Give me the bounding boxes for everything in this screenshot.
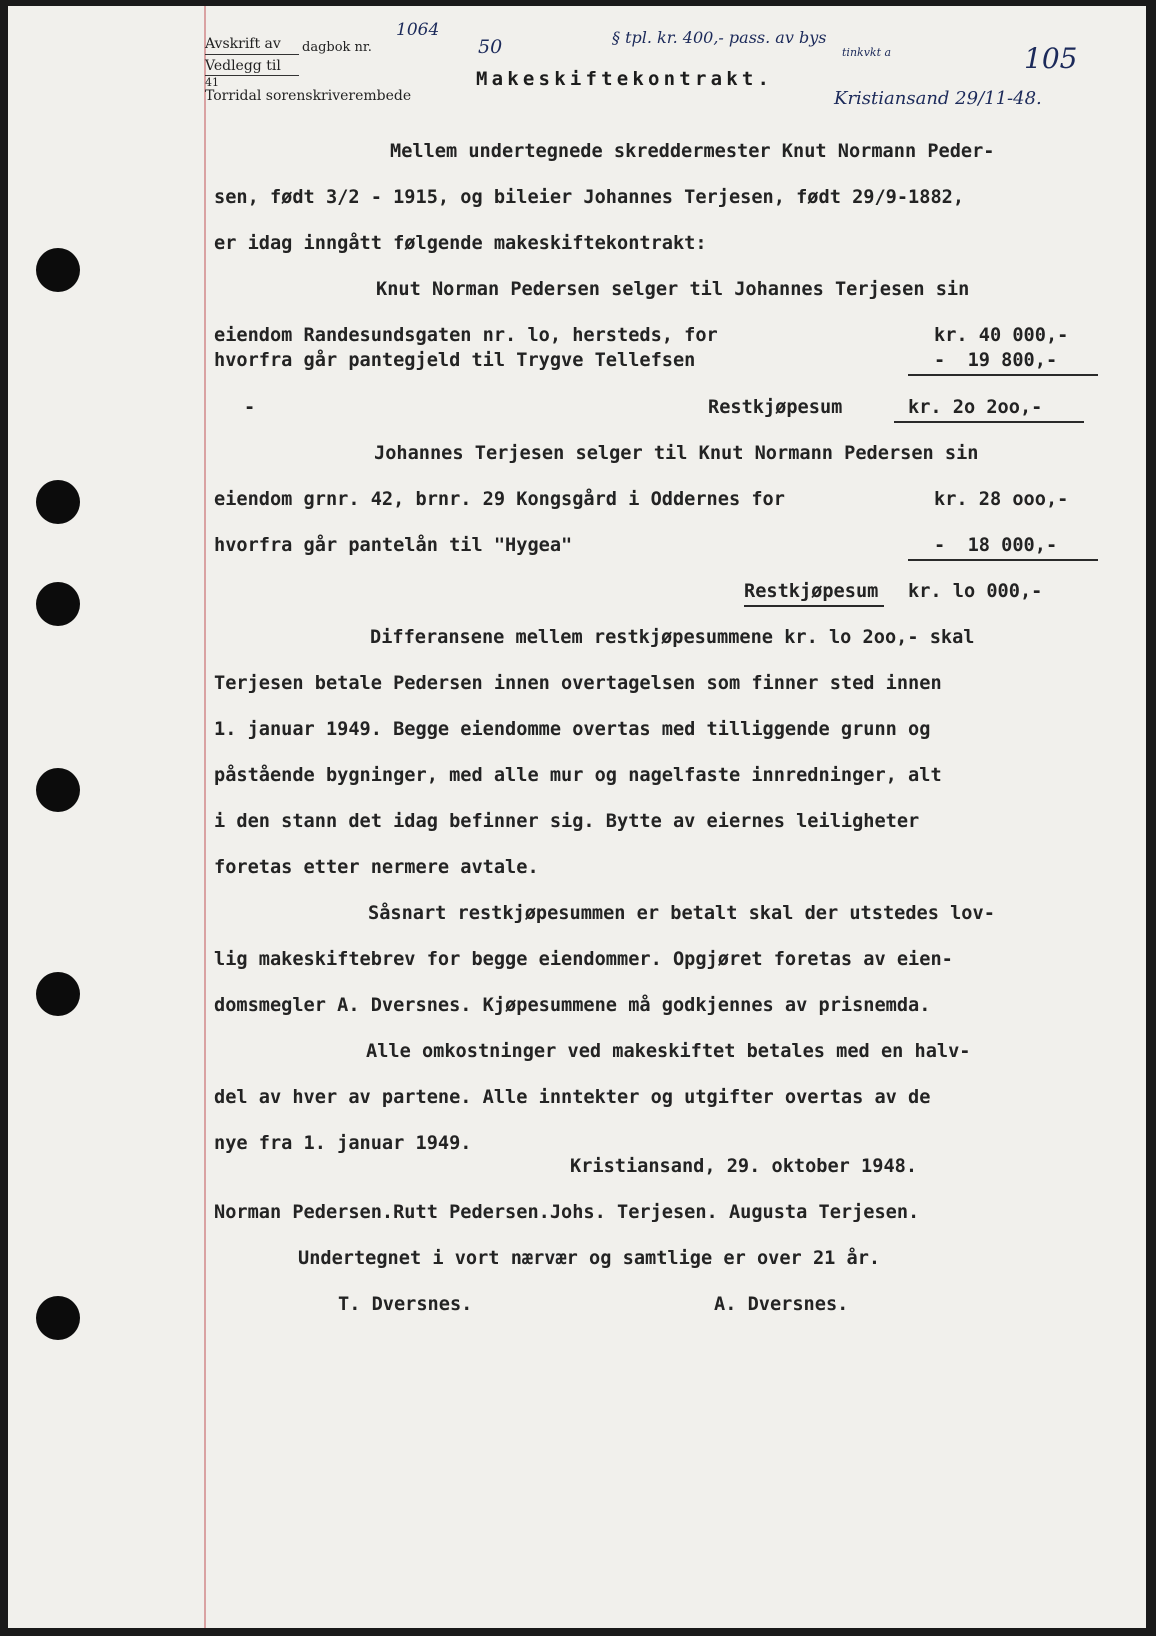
amount: kr. 28 ooo,- [934,489,1069,510]
dash-mark: - [244,397,256,418]
amount: - 18 000,- [934,535,1058,556]
rest-label: Restkjøpesum [744,581,879,602]
document-page [8,6,1146,1628]
punch-hole-icon [36,1296,80,1340]
handwritten-dagbok-number: 1064 [396,20,440,40]
text-line: nye fra 1. januar 1949. [214,1133,472,1154]
text-line: i den stann det idag befinner sig. Bytte av eiernes leiligheter [214,811,920,832]
witness-signature: A. Dversnes. [714,1294,849,1315]
punch-hole-icon [36,768,80,812]
punch-hole-icon [36,480,80,524]
document-title: Makeskiftekontrakt. [476,68,774,90]
witness-statement: Undertegnet i vort nærvær og samtlige er over 21 år. [298,1248,881,1269]
place-date: Kristiansand, 29. oktober 1948. [570,1156,918,1177]
punch-hole-icon [36,582,80,626]
text-line: hvorfra går pantelån til "Hygea" [214,535,573,556]
text-line: Mellem undertegnede skreddermester Knut Normann Peder- [390,141,995,162]
handwritten-place-date: Kristiansand 29/11-48. [834,88,1042,109]
stamp-divider [205,54,299,55]
text-line: sen, født 3/2 - 1915, og bileier Johannes Terjesen, født 29/9-1882, [214,187,965,208]
text-line: er idag inngått følgende makeskiftekontrakt: [214,233,707,254]
signatures-line: Norman Pedersen.Rutt Pedersen.Johs. Terjesen. Augusta Terjesen. [214,1202,920,1223]
sum-underline [894,421,1084,423]
stamp-dagbok-label: dagbok nr. [302,40,372,55]
rest-amount: kr. 2o 2oo,- [908,397,1043,418]
sum-underline [908,559,1098,561]
sum-underline [908,374,1098,376]
punch-hole-icon [36,972,80,1016]
rest-amount: kr. lo 000,- [908,581,1043,602]
text-line: foretas etter nermere avtale. [214,857,539,878]
stamp-line-3: Torridal sorenskriverembede [205,88,412,104]
stamp-line-2: Vedlegg til [205,58,281,74]
text-line: Såsnart restkjøpesummen er betalt skal der utstedes lov- [368,903,995,924]
text-line: hvorfra går pantegjeld til Trygve Tellefsen [214,350,696,371]
text-line: domsmegler A. Dversnes. Kjøpesummene må godkjennes av prisnemda. [214,995,931,1016]
text-line: påstående bygninger, med alle mur og nagelfaste innredninger, alt [214,765,942,786]
text-line: Terjesen betale Pedersen innen overtagelsen som finner sted innen [214,673,942,694]
text-line: 1. januar 1949. Begge eiendomme overtas med tilliggende grunn og [214,719,931,740]
amount: kr. 40 000,- [934,325,1069,346]
text-line: lig makeskiftebrev for begge eiendommer. Opgjøret foretas av eien- [214,949,953,970]
text-line: Differansene mellem restkjøpesummene kr. lo 2oo,- skal [370,627,975,648]
text-line: Knut Norman Pedersen selger til Johannes Terjesen sin [376,279,970,300]
rest-label-underline [744,605,884,607]
text-line: del av hver av partene. Alle inntekter og utgifter overtas av de [214,1087,931,1108]
stamp-line-3-prefix: 41 [205,76,219,89]
text-line: Johannes Terjesen selger til Knut Normann Pedersen sin [374,443,979,464]
handwritten-note: § tpl. kr. 400,- pass. av bys [612,28,827,47]
text-line: eiendom Randesundsgaten nr. lo, hersteds, for [214,325,718,346]
handwritten-page-number: 105 [1024,42,1078,75]
stamp-divider [205,75,299,76]
amount: - 19 800,- [934,350,1058,371]
text-line: Alle omkostninger ved makeskiftet betales med en halv- [366,1041,971,1062]
punch-hole-icon [36,248,80,292]
witness-signature: T. Dversnes. [338,1294,473,1315]
handwritten-note-sub: tinkvkt a [842,46,892,59]
rest-label: Restkjøpesum [708,397,843,418]
margin-line [204,6,206,1628]
handwritten-year: 50 [478,36,503,58]
text-line: eiendom grnr. 42, brnr. 29 Kongsgård i Oddernes for [214,489,785,510]
stamp-line-1: Avskrift av [205,36,281,52]
